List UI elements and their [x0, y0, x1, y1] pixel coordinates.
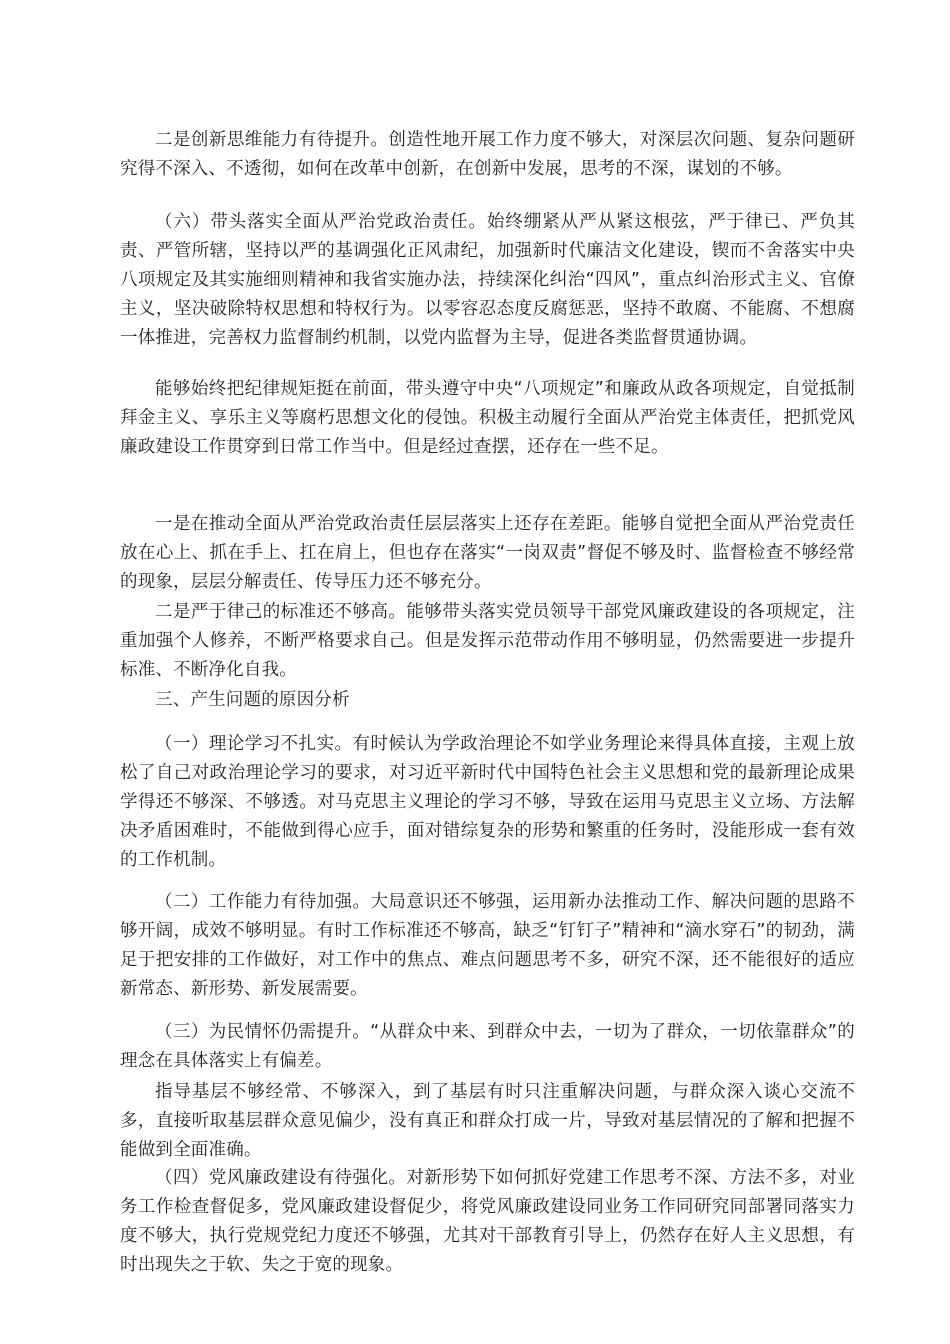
- paragraph-people-sentiment: （三）为民情怀仍需提升。“从群众中来、到群众中去，一切为了群众，一切依靠群众”的理念在具体落实上有偏差。: [120, 1022, 855, 1071]
- paragraph-work-ability: （二）工作能力有待加强。大局意识还不够强，运用新办法推动工作、解决问题的思路不够开阔，成效不够明显。有时工作标准还不够高，缺乏“钉钉子”精神和“滴水穿石”的韧劲，满足于把安排的工作做好，对工作中的焦点、难点问题思考不多，研究不深，还不能很好的适应新常态、新形势、新发展需要。: [120, 892, 855, 999]
- paragraph-theory-study: （一）理论学习不扎实。有时候认为学政治理论不如学业务理论来得具体直接，主观上放松了自己对政治理论学习的要求，对习近平新时代中国特色社会主义思想和党的最新理论成果学得还不够深、不够透。对马克思主义理论的学习不够，导致在运用马克思主义立场、方法解决矛盾困难时，不能做到得心应手，面对错综复杂的形势和繁重的任务时，没能形成一套有效的工作机制。: [120, 734, 855, 870]
- paragraph-section-six: （六）带头落实全面从严治党政治责任。始终绷紧从严从紧这根弦，严于律已、严负其责、严管所辖，坚持以严的基调强化正风肃纪，加强新时代廉洁文化建设，锲而不舍落实中央八项规定及其实施细则精神和我省实施办法，持续深化纠治“四风”，重点纠治形式主义、官僚主义，坚决破除特权思想和特权行为。以零容忍态度反腐惩恶，坚持不敢腐、不能腐、不想腐一体推进，完善权力监督制约机制，以党内监督为主导，促进各类监督贯通协调。: [120, 212, 855, 348]
- paragraph-grassroots-guidance: 指导基层不够经常、不够深入，到了基层有时只注重解决问题，与群众深入谈心交流不多，直接听取基层群众意见偏少，没有真正和群众打成一片，导致对基层情况的了解和把握不能做到全面准确。: [120, 1082, 855, 1160]
- paragraph-responsibility-gap: 一是在推动全面从严治党政治责任层层落实上还存在差距。能够自觉把全面从严治党责任放在心上、抓在手上、扛在肩上，但也存在落实“一岗双责”督促不够及时、监督检查不够经常的现象，层层分解责任、传导压力还不够充分。: [120, 514, 855, 592]
- paragraph-party-integrity: （四）党风廉政建设有待强化。对新形势下如何抓好党建工作思考不深、方法不多，对业务工作检查督促多，党风廉政建设督促少，将党风廉政建设同业务工作同研究同部署同落实力度不够大，执行党规党纪力度还不够强，尤其对干部教育引导上，仍然存在好人主义思想，有时出现失之于软、失之于宽的现象。: [120, 1168, 855, 1275]
- paragraph-self-discipline: 二是严于律己的标准还不够高。能够带头落实党员领导干部党风廉政建设的各项规定，注重加强个人修养，不断严格要求自己。但是发挥示范带动作用不够明显，仍然需要进一步提升标准、不断净化自我。: [120, 602, 855, 680]
- paragraph-discipline: 能够始终把纪律规矩挺在前面，带头遵守中央“八项规定”和廉政从政各项规定，自觉抵制拜金主义、享乐主义等腐朽思想文化的侵蚀。积极主动履行全面从严治党主体责任，把抓党风廉政建设工作贯穿到日常工作当中。但是经过查摆，还存在一些不足。: [120, 379, 855, 457]
- section-heading-cause-analysis: 三、产生问题的原因分析: [155, 690, 350, 710]
- paragraph-innovation-thinking: 二是创新思维能力有待提升。创造性地开展工作力度不够大，对深层次问题、复杂问题研究得不深入、不透彻，如何在改革中创新，在创新中发展，思考的不深，谋划的不够。: [120, 130, 855, 179]
